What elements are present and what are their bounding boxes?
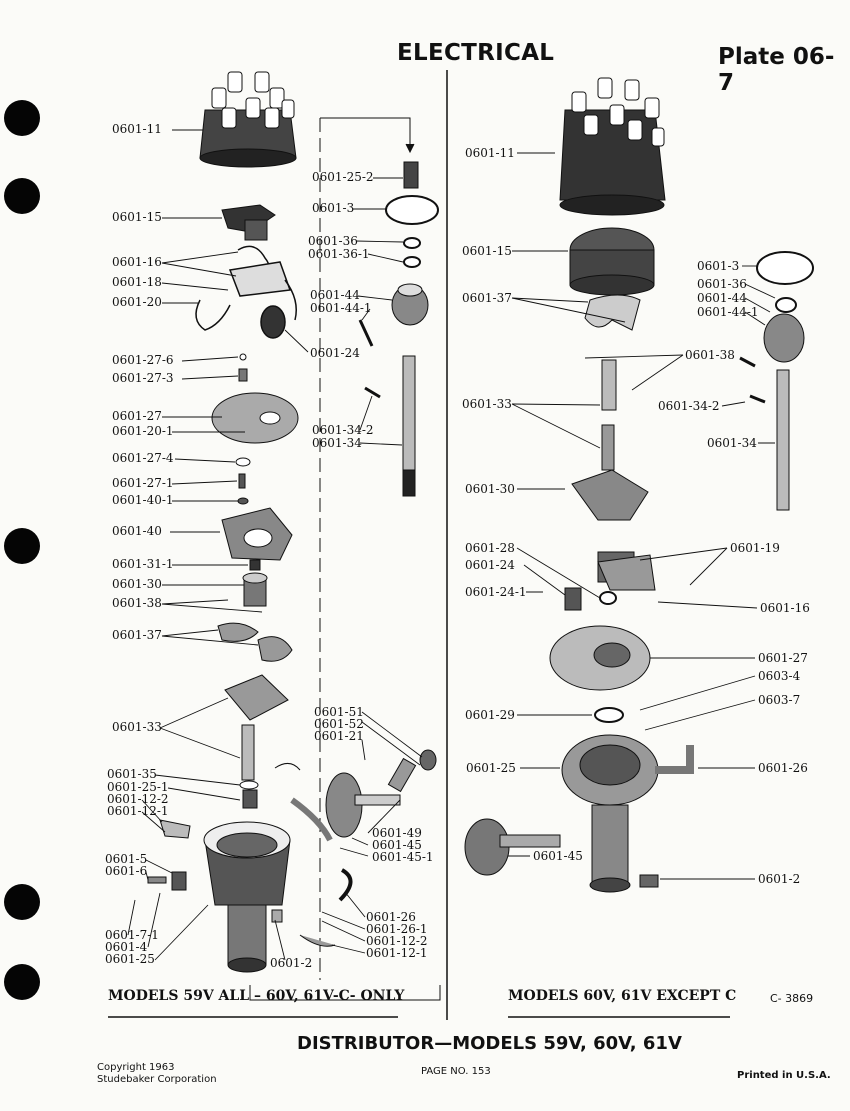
right-panel-caption: MODELS 60V, 61V EXCEPT C xyxy=(508,988,737,1004)
part-label: 0601-2 xyxy=(270,956,313,970)
part-label: 0601-25-1 xyxy=(107,780,169,794)
part-label: 0601-45 xyxy=(372,838,422,852)
part-label: 0601-33 xyxy=(462,397,512,411)
part-label: 0601-38 xyxy=(112,596,162,610)
part-label: 0601-3 xyxy=(697,259,740,273)
part-label: 0601-37 xyxy=(462,291,512,305)
part-label: 0601-20 xyxy=(112,295,162,309)
part-label: 0601-18 xyxy=(112,275,162,289)
part-label: 0601-36 xyxy=(697,277,747,291)
part-label: 0601-15 xyxy=(462,244,512,258)
left-distributor-housing xyxy=(204,822,290,972)
part-label: 0601-12-1 xyxy=(366,946,428,960)
right-distributor-cap xyxy=(560,78,665,215)
copyright-line: Copyright 1963 xyxy=(97,1062,175,1073)
part-label: 0601-34-2 xyxy=(658,399,720,413)
part-label: 0601-33 xyxy=(112,720,162,734)
part-label: 0601-12-2 xyxy=(107,792,169,806)
part-label: 0601-40 xyxy=(112,524,162,538)
part-label: 0601-25-2 xyxy=(312,170,374,184)
part-label: 0601-34 xyxy=(312,436,362,450)
part-label: 0601-4 xyxy=(105,940,148,954)
part-label: 0601-27-3 xyxy=(112,371,174,385)
illustration-code: C- 3869 xyxy=(770,992,814,1005)
part-label: 0601-11 xyxy=(465,146,515,160)
left-rotor xyxy=(222,205,275,240)
part-label: 0601-26 xyxy=(366,910,416,924)
part-label: 0601-30 xyxy=(112,577,162,591)
part-label: 0601-30 xyxy=(465,482,515,496)
part-label: 0601-28 xyxy=(465,541,515,555)
part-label: 0603-4 xyxy=(758,669,801,683)
part-label: 0601-11 xyxy=(112,122,162,136)
part-label: 0601-25 xyxy=(466,761,516,775)
part-label: 0601-12-2 xyxy=(366,934,428,948)
part-label: 0601-5 xyxy=(105,852,148,866)
part-label: 0601-36-1 xyxy=(308,247,370,261)
part-label: 0601-37 xyxy=(112,628,162,642)
part-label: 0601-52 xyxy=(314,717,364,731)
part-label: 0601-26 xyxy=(758,761,808,775)
part-label: 0601-16 xyxy=(760,601,810,615)
printed-note: Printed in U.S.A. xyxy=(737,1070,831,1081)
part-label: 0601-27-4 xyxy=(112,451,174,465)
part-label: 0601-51 xyxy=(314,705,364,719)
part-label: 0601-34-2 xyxy=(312,423,374,437)
part-label: 0601-34 xyxy=(707,436,757,450)
part-label: 0603-7 xyxy=(758,693,801,707)
right-distributor-housing xyxy=(562,735,690,892)
part-label: 0601-12-1 xyxy=(107,804,169,818)
section-title: ELECTRICAL xyxy=(397,40,555,66)
part-label: 0601-19 xyxy=(730,541,780,555)
part-label: 0601-44 xyxy=(310,288,360,302)
part-label: 0601-45 xyxy=(533,849,583,863)
part-label: 0601-45-1 xyxy=(372,850,434,864)
part-label: 0601-44-1 xyxy=(310,301,372,315)
left-panel-caption: MODELS 59V ALL – 60V, 61V-C- ONLY xyxy=(108,988,405,1004)
part-label: 0601-44-1 xyxy=(697,305,759,319)
part-label: 0601-6 xyxy=(105,864,148,878)
page-number: PAGE NO. 153 xyxy=(421,1066,491,1077)
part-label: 0601-24-1 xyxy=(465,585,527,599)
part-label: 0601-24 xyxy=(310,346,360,360)
part-label: 0601-31-1 xyxy=(112,557,174,571)
plate-number: Plate 06-7 xyxy=(718,44,835,96)
part-label: 0601-24 xyxy=(465,558,515,572)
part-label: 0601-25 xyxy=(105,952,155,966)
part-label: 0601-29 xyxy=(465,708,515,722)
part-label: 0601-40-1 xyxy=(112,493,174,507)
part-label: 0601-27 xyxy=(112,409,162,423)
part-label: 0601-26-1 xyxy=(366,922,428,936)
part-label: 0601-38 xyxy=(685,348,735,362)
part-label: 0601-7-1 xyxy=(105,928,159,942)
part-label: 0601-35 xyxy=(107,767,157,781)
part-label: 0601-49 xyxy=(372,826,422,840)
part-label: 0601-27 xyxy=(758,651,808,665)
part-label: 0601-15 xyxy=(112,210,162,224)
copyright-owner: Studebaker Corporation xyxy=(97,1074,217,1085)
part-label: 0601-3 xyxy=(312,201,355,215)
page-title: DISTRIBUTOR—MODELS 59V, 60V, 61V xyxy=(297,1033,682,1054)
part-label: 0601-21 xyxy=(314,729,364,743)
part-label: 0601-16 xyxy=(112,255,162,269)
part-label: 0601-27-6 xyxy=(112,353,174,367)
left-distributor-cap xyxy=(200,72,296,167)
part-label: 0601-20-1 xyxy=(112,424,174,438)
part-label: 0601-27-1 xyxy=(112,476,174,490)
part-label: 0601-44 xyxy=(697,291,747,305)
part-label: 0601-36 xyxy=(308,234,358,248)
part-label: 0601-2 xyxy=(758,872,801,886)
